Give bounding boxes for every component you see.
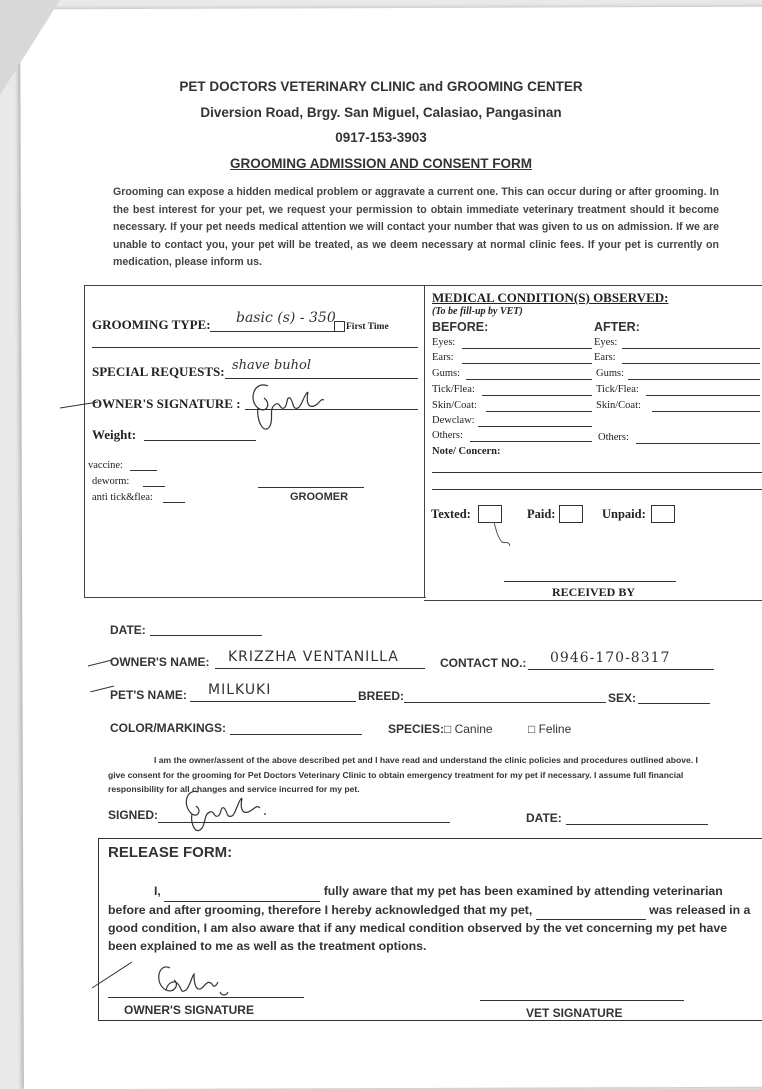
breed-label: BREED: <box>358 689 405 703</box>
before-tick-line[interactable] <box>482 395 592 396</box>
feline-option[interactable]: □ Feline <box>528 722 572 736</box>
strike-marks <box>86 652 126 692</box>
clinic-address: Diversion Road, Brgy. San Miguel, Calasiao, Pangasinan <box>200 105 562 120</box>
unpaid-checkbox[interactable] <box>651 505 675 523</box>
others-after-label: Others: <box>598 432 629 443</box>
paid-label: Paid: <box>527 507 556 521</box>
release-bottom-border <box>98 1020 762 1021</box>
clinic-phone: 0917-153-3903 <box>335 130 427 145</box>
received-by-line[interactable] <box>504 581 676 582</box>
after-eyes-label: Eyes: <box>594 337 618 348</box>
canine-option[interactable]: □ Canine <box>444 722 493 736</box>
pets-name-label: PET'S NAME: <box>110 688 187 702</box>
release-owner-blank[interactable] <box>164 883 320 902</box>
after-gums-label: Gums: <box>596 368 625 379</box>
sex-label: SEX: <box>608 691 637 705</box>
deworm-label: deworm: <box>92 476 130 487</box>
others-label: Others: <box>432 430 463 441</box>
box-divider <box>424 285 425 597</box>
after-ears-line[interactable] <box>622 363 760 364</box>
grooming-type-line <box>210 331 334 332</box>
release-text-c: was released in a good condition, I am also aware that if any medical condition observed by the vet concerning my pet have been explained to me as well as the treatment options. <box>108 902 751 953</box>
before-eyes-label: Eyes: <box>432 337 456 348</box>
consent-signature-scribble <box>170 786 290 838</box>
release-text-a: I, <box>154 884 161 898</box>
signed-label: SIGNED: <box>108 808 159 822</box>
color-label: COLOR/MARKINGS: <box>110 721 226 735</box>
note-line-2[interactable] <box>432 489 762 490</box>
received-by-label: RECEIVED BY <box>552 585 636 599</box>
texted-label: Texted: <box>431 507 471 521</box>
anti-tick-line <box>163 502 185 503</box>
before-skin-line[interactable] <box>486 411 592 412</box>
paid-checkbox[interactable] <box>559 505 583 523</box>
grooming-type-label: GROOMING TYPE: <box>92 317 211 332</box>
weight-line <box>144 440 256 441</box>
breed-line[interactable] <box>404 702 606 703</box>
after-skin-line[interactable] <box>652 411 760 412</box>
contact-label: CONTACT NO.: <box>440 656 527 670</box>
release-owner-signature-label: OWNER'S SIGNATURE <box>124 1003 254 1017</box>
species-label: SPECIES: <box>388 722 445 736</box>
special-requests-value[interactable]: shave buhol <box>232 358 312 373</box>
first-time-label: First Time <box>346 322 389 332</box>
release-paragraph <box>108 883 758 955</box>
release-top-border <box>98 838 762 839</box>
grooming-type-line-2 <box>92 347 418 348</box>
owners-name-value[interactable]: KRIZZHA VENTANILLA <box>228 649 399 665</box>
release-pet-blank[interactable] <box>536 902 646 921</box>
before-gums-label: Gums: <box>432 368 461 379</box>
medical-subtitle: (To be fill-up by VET) <box>432 306 523 317</box>
box-left-border <box>84 285 85 597</box>
box-bottom-left <box>84 597 426 598</box>
before-ears-line[interactable] <box>462 363 592 364</box>
owners-name-line <box>215 668 425 669</box>
clinic-name: PET DOCTORS VETERINARY CLINIC and GROOMING CENTER <box>179 79 583 94</box>
release-signature-scribble <box>90 954 240 1006</box>
after-tick-line[interactable] <box>646 395 760 396</box>
before-label: BEFORE: <box>432 320 489 334</box>
others-line[interactable] <box>470 441 592 442</box>
groomer-label: GROOMER <box>290 491 349 503</box>
sex-line[interactable] <box>638 703 710 704</box>
vet-signature-label: VET SIGNATURE <box>526 1006 623 1020</box>
intro-paragraph: Grooming can expose a hidden medical problem or aggravate a current one. This can occur during or after grooming. In the best interest for your pet, we request your permission to obtain immediate veterinary treatment should it become necessary. If your pet needs medical attention we will contact your number that was given to us on admission. If we are unable to contact you, your pet will be treated, as we deem necessary at normal clinic fees. If your pet is currently on medication, please inform us. <box>113 186 719 268</box>
after-skin-label: Skin/Coat: <box>596 400 641 411</box>
after-tick-label: Tick/Flea: <box>596 384 639 395</box>
release-owner-signature-line <box>108 997 304 998</box>
medical-title: MEDICAL CONDITION(S) OBSERVED: <box>432 290 669 305</box>
owners-name-label: OWNER'S NAME: <box>110 655 210 669</box>
vaccine-line <box>130 470 157 471</box>
before-skin-label: Skin/Coat: <box>432 400 477 411</box>
note-label: Note/ Concern: <box>432 446 501 457</box>
color-line[interactable] <box>230 734 362 735</box>
before-ears-label: Ears: <box>432 352 454 363</box>
dewclaw-line[interactable] <box>478 426 592 427</box>
anti-tick-label: anti tick&flea: <box>92 492 153 503</box>
before-eyes-line[interactable] <box>462 348 592 349</box>
before-tick-label: Tick/Flea: <box>432 384 475 395</box>
before-gums-line[interactable] <box>466 379 592 380</box>
owner-signature-label: OWNER'S SIGNATURE : <box>92 396 241 411</box>
others-after-line[interactable] <box>636 443 760 444</box>
after-gums-line[interactable] <box>628 379 760 380</box>
release-title: RELEASE FORM: <box>108 844 233 861</box>
consent-paragraph: I am the owner/assent of the above described pet and I have read and understand the clinic policies and procedures outlined above. I give consent for the grooming for Pet Doctors Veterinary Clinic to obtain emergency treatment for my pet if necessary. I assume full financial responsibility for all changes and service incurred for my pet. <box>108 755 698 794</box>
unpaid-label: Unpaid: <box>602 507 646 521</box>
form-title: GROOMING ADMISSION AND CONSENT FORM <box>230 156 532 171</box>
groomer-line <box>258 487 364 488</box>
first-time-checkbox[interactable] <box>334 321 345 332</box>
deworm-line <box>143 486 165 487</box>
weight-label: Weight: <box>92 427 137 442</box>
vaccine-label: vaccine: <box>88 460 123 471</box>
note-line-1[interactable] <box>432 472 762 473</box>
grooming-type-value[interactable]: basic (s) - 350 <box>236 310 336 326</box>
release-text-b: fully aware that my pet has been examined by attending veterinarian before and after grooming, therefore I hereby acknowledged that my pet, <box>108 884 723 917</box>
consent-date-line[interactable] <box>566 824 708 825</box>
contact-value[interactable]: 0946-170-8317 <box>550 650 671 666</box>
pen-mark-scribble <box>488 520 518 550</box>
box-top-border <box>84 285 762 286</box>
pets-name-line <box>190 701 356 702</box>
box-bottom-right <box>424 600 762 601</box>
after-ears-label: Ears: <box>594 352 616 363</box>
after-label: AFTER: <box>594 320 640 334</box>
date-label: DATE: <box>110 623 146 637</box>
consent-date-label: DATE: <box>526 811 562 825</box>
vet-signature-line[interactable] <box>480 1000 684 1001</box>
contact-line <box>528 669 714 670</box>
pets-name-value[interactable]: MILKUKI <box>208 682 272 698</box>
special-requests-label: SPECIAL REQUESTS: <box>92 364 225 379</box>
dewclaw-label: Dewclaw: <box>432 415 475 426</box>
after-eyes-line[interactable] <box>622 348 760 349</box>
date-line[interactable] <box>150 635 262 636</box>
